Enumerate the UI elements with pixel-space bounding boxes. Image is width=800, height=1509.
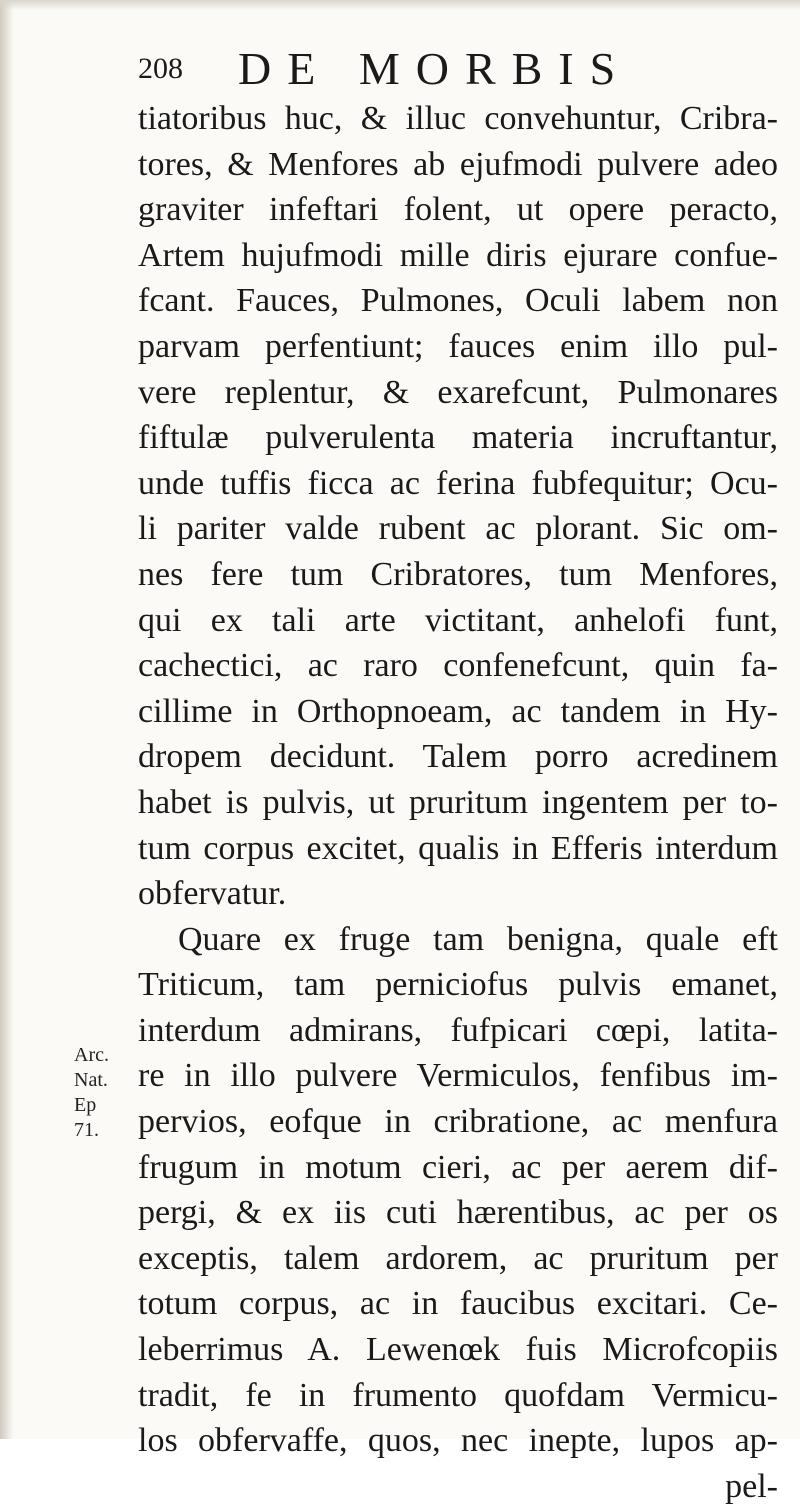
page-number: 208 [138, 52, 183, 85]
text-line: habet is pulvis, ut pruritum ingentem per to- [138, 783, 778, 821]
running-head: DE MORBIS [238, 43, 632, 94]
text-line: Artem hujufmodi mille diris ejurare confue- [138, 236, 778, 274]
text-line: interdum admirans, fufpicari cœpi, latita- [138, 1011, 778, 1049]
text-line: dropem decidunt. Talem porro acredinem [138, 738, 778, 776]
text-line: tradit, fe in frumento quofdam Vermicu- [138, 1376, 778, 1414]
paragraph-start-line: Quare ex fruge tam benigna, quale eft [178, 920, 778, 958]
marginal-note-line: Arc. [74, 1044, 109, 1066]
text-line: cillime in Orthopnoeam, ac tandem in Hy- [138, 692, 778, 730]
text-line: leberrimus A. Lewenœk fuis Microfcopiis [138, 1331, 778, 1369]
page-top-edge [0, 0, 800, 10]
text-line: re in illo pulvere Vermiculos, fenfibus im- [138, 1057, 778, 1095]
text-line: parvam perfentiunt; fauces enim illo pul- [138, 327, 778, 365]
text-line: unde tuffis ficca ac ferina fubfequitur; Ocu- [138, 464, 778, 502]
text-line: Triticum, tam perniciofus pulvis emanet, [138, 966, 778, 1004]
paragraph-end-line: obfervatur. [138, 875, 287, 913]
text-line: tores, & Menfores ab ejufmodi pulvere adeo [138, 145, 778, 183]
text-line: fcant. Fauces, Pulmones, Oculi labem non [138, 282, 778, 320]
text-line: los obfervaffe, quos, nec inepte, lupos ap- [138, 1422, 778, 1460]
text-line: pergi, & ex iis cuti hærentibus, ac per os [138, 1194, 778, 1232]
text-line: pervios, eofque in cribratione, ac menfura [138, 1103, 778, 1141]
catchword: pel- [725, 1467, 778, 1505]
text-line: cachectici, ac raro confenefcunt, quin fa- [138, 647, 778, 685]
text-line: li pariter valde rubent ac plorant. Sic om- [138, 510, 778, 548]
page-fold-shadow [0, 0, 14, 1439]
text-line: frugum in motum cieri, ac per aerem dif- [138, 1148, 778, 1186]
marginal-note-line: Nat. Ep [74, 1069, 108, 1116]
text-line: nes fere tum Cribratores, tum Menfores, [138, 555, 778, 593]
text-line: qui ex tali arte victitant, anhelofi funt, [138, 601, 778, 639]
text-line: fiftulæ pulverulenta materia incruftantur, [138, 419, 778, 457]
body-text [138, 96, 778, 1509]
text-line: graviter infeftari folent, ut opere peracto, [138, 191, 778, 229]
text-line: tum corpus excitet, qualis in Efferis interdum [138, 829, 778, 867]
page-header [138, 42, 738, 94]
marginal-note-line: 71. [74, 1119, 99, 1141]
marginal-note [74, 1043, 134, 1143]
text-line: vere replentur, & exarefcunt, Pulmonares [138, 373, 778, 411]
text-line: exceptis, talem ardorem, ac pruritum per [138, 1239, 778, 1277]
text-line: totum corpus, ac in faucibus excitari. Ce- [138, 1285, 778, 1323]
text-line: tiatoribus huc, & illuc convehuntur, Cribra- [138, 100, 778, 137]
